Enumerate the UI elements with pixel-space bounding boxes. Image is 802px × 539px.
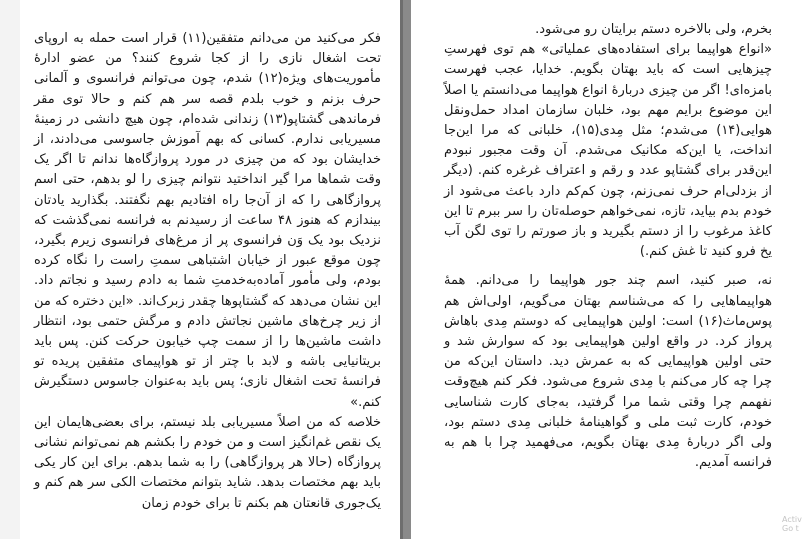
spine-shade — [400, 0, 403, 539]
left-page-text — [34, 29, 381, 514]
right-paragraph-3: نه، صبر کنید، اسم چند جور هواپیما را می‌دانم. همهٔ هواپیماهایی را که می‌شناسم بهتان می‌گویم، اولی‌اش هم پوس‌ماث(۱۶) است: اولین هواپیمایی که دوستم مِدی باهاش پرواز کرد. در واقع اولین هواپیمایی بود که سوارش شد و حتی اولین هواپیمایی که به عمرش دید. داستان این‌که من چرا چه کار می‌کنم با مِدی شروع می‌شود. فکر کنم هیچ‌وقت نفهمم چرا وقتی شما مرا گرفتید، به‌جای کارت شناسایی خودم، کارت ثبت ملی و گواهینامهٔ خلبانی مِدی دستم بود، ولی اگر دربارهٔ مِدی بهتان بگویم، می‌فهمید چرا با هم به فرانسه آمدیم. — [444, 273, 772, 471]
watermark-line-1: Activ — [782, 515, 802, 524]
right-page-text — [444, 20, 772, 473]
right-paragraph-1: بخرم، ولی بالاخره دستم برایتان رو می‌شود. — [535, 22, 772, 37]
activation-watermark — [782, 515, 802, 533]
left-margin-strip — [0, 0, 20, 539]
left-page — [20, 0, 399, 539]
page-spine-divider — [400, 0, 411, 539]
watermark-line-2: Go t — [782, 524, 799, 533]
left-paragraph-2: خلاصه که من اصلاً مسیریابی بلد نیستم، برای بعضی‌هایمان این یک نقص غم‌انگیز است و من خودم را بکشم هم نمی‌توانم نشانی پروازگاه (حالا هر پروازگاهی) را به شما بدهم. برای این کار یکی باید بهم مختصات بدهد. شاید بتوانم مختصات الکی سر هم کنم و یک‌جوری قانعتان هم بکنم تا برای خودم زمان — [34, 414, 381, 511]
right-paragraph-2: «انواع هواپیما برای استفاده‌های عملیاتی» هم توی فهرستِ چیزهایی است که باید بهتان بگویم. خدایا، عجب فهرست بامزه‌ای! اگر من چیزی دربارهٔ انواع هواپیما می‌دانستم یا اصلاً این موضوع برایم مهم بود، خلبان سازمان امداد حمل‌ونقل هوایی(۱۴) می‌شدم؛ مثل مِدی(۱۵)، خلبانی که مرا این‌جا انداخت، یا این‌که مکانیک می‌شدم. آن وقت مجبور نبودم این‌قدر برای گشتاپو عدد و رقم و اعتراف غرغره کنم. (دیگر از بزدلی‌ام حرف نمی‌زنم، چون کم‌کم دارد باعث می‌شود از خودم بدم بیاید، تازه، نمی‌خواهم حوصله‌تان را سر ببرم تا این کاغذ مرغوب را از دستم بگیرید و باز صورتم را توی لگن آب یخ فرو کنید تا غش کنم.) — [444, 42, 772, 260]
left-paragraph-1: فکر می‌کنید من می‌دانم متفقین(۱۱) قرار است حمله به اروپای تحت اشغال نازی را از کجا شروع کنند؟ من عضو ادارهٔ مأموریت‌های ویژه(۱۲) شدم، چون می‌توانم فرانسوی و آلمانی حرف بزنم و خوب بلدم قصه سر هم کنم و حالا توی مقر فرماندهی گشتاپو(۱۳) زندانی شده‌ام، چون هیچ دانشی در زمینهٔ مسیریابی ندارم. کسانی که بهم آموزش جاسوسی می‌دادند، از خدایشان بود که من چیزی در مورد پروازگاه‌ها ندانم تا اگر یک وقت شماها مرا گیر انداختید نتوانم چیزی را لو بدهم، حتی اسم پروازگاهی را که از آن‌جا راه افتادیم بهم نگفتند. بگذارید یادتان بیندازم که هنوز ۴۸ ساعت از رسیدنم به فرانسه نمی‌گذشت که نزدیک بود یک وَن فرانسوی پر از مرغ‌های فرانسوی زیرم بگیرد، چون موقع عبور از خیابان اشتباهی سمتِ راست را نگاه کرده بودم، ولی مأمور آماده‌به‌خدمتِ شما به دادم رسید و نجاتم داد. این نشان می‌دهد که گشتاپوها چقدر زبرک‌اند. «این دختره که من از زیر چرخ‌های ماشین نجاتش دادم و مرگش حتمی بود، انتظار داشت ماشین‌ها را از سمت چپ خیابون حرکت کنن. پس باید بریتانیایی باشه و لابد با چتر از تو هواپیمای متفقین پریده تو فرانسهٔ تحت اشغال نازی؛ پس باید به‌عنوان جاسوس دستگیرش کنم.» — [34, 31, 381, 410]
right-page — [412, 0, 800, 539]
